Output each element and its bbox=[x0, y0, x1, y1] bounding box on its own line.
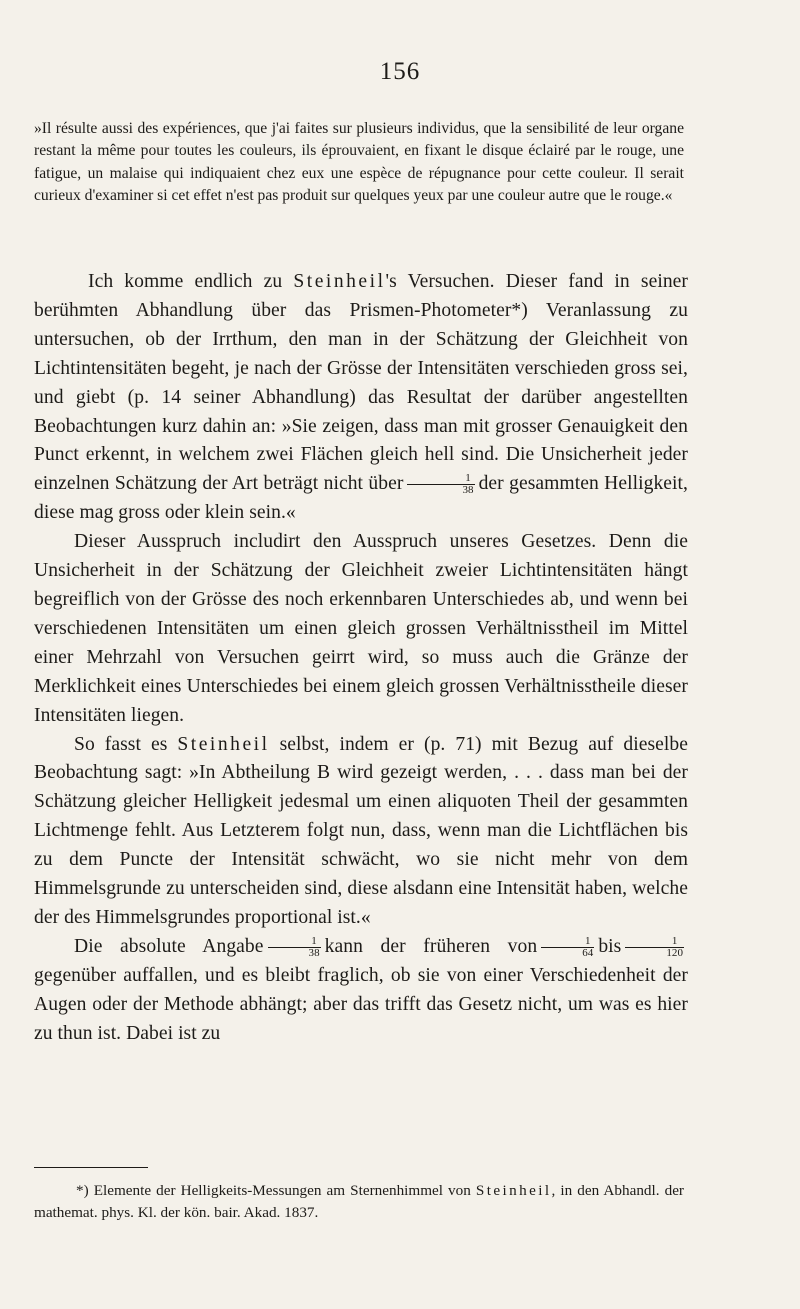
fraction-numerator: 1 bbox=[541, 936, 594, 948]
paragraph-4-text-c: bis bbox=[598, 935, 622, 957]
paragraph-1-text-a: Ich komme endlich zu bbox=[88, 271, 294, 292]
footnote-rule bbox=[34, 1167, 148, 1168]
paragraph-1-text-b: 's Versuchen. Dieser fand in seiner berühmten Abhandlung über das Prismen-Photometer*) Veranlassung zu untersuchen, ob der Irrthum, den man in der Schätzung der Gleichheit von Lichtintensitäten begeht, je nach der Grösse der Intensitäten verschieden gross sei, und giebt (p. 14 seiner Abhandlung) das Resultat der darüber angestellten Beobachtungen kurz dahin an: »Sie zeigen, dass man mit grosser Genauigkeit den Punct erkennt, in welchem zwei Flächen gleich hell sind. Die Unsicherheit jeder einzelnen Schätzung der Art beträgt nicht über bbox=[34, 271, 688, 495]
main-text bbox=[34, 268, 688, 1048]
fraction-denominator: 120 bbox=[666, 946, 683, 959]
fraction-denominator: 38 bbox=[462, 484, 474, 497]
paragraph-3-text-b: selbst, indem er (p. 71) mit Bezug auf dieselbe Beobachtung sagt: »In Abtheilung B wird gezeigt werden, . . . dass man bei der Schätzung gleicher Helligkeit jedesmal um einen aliquoten Theil der gesammten Lichtmenge fehlt. Aus Letzterem folgt nun, dass, wenn man die Lichtflächen bis zu dem Puncte der Intensität schwächt, wo sie nicht mehr von dem Himmelsgrunde zu unterscheiden sind, diese alsdann eine Intensität haben, welche der des Himmelsgrundes proportional ist.« bbox=[34, 733, 688, 928]
fraction-numerator: 1 bbox=[268, 936, 321, 948]
paragraph-1-text-c: der gesammten Helligkeit, diese mag gross oder klein sein.« bbox=[34, 473, 688, 524]
french-quote-block bbox=[34, 118, 684, 208]
paragraph-4-text-a: Die absolute Angabe bbox=[74, 935, 264, 957]
fraction-1-38 bbox=[268, 936, 321, 959]
paragraph-4 bbox=[34, 933, 688, 1049]
footnote-text-b: , in den Abhandl. der mathemat. phys. Kl. der kön. bair. Akad. 1837. bbox=[34, 1182, 684, 1222]
footnote-text-a: *) Elemente der Helligkeits-Messungen am Sternenhimmel von bbox=[76, 1182, 476, 1199]
paragraph-3 bbox=[34, 731, 688, 933]
fraction-1-64 bbox=[541, 936, 594, 959]
author-name-steinheil: Steinheil bbox=[293, 271, 386, 292]
paragraph-4-text-b: kann der früheren von bbox=[324, 935, 538, 957]
fraction-denominator: 38 bbox=[308, 946, 320, 959]
author-name-steinheil: Steinheil bbox=[177, 733, 270, 755]
footnote-author-name: Steinheil bbox=[475, 1182, 552, 1199]
paragraph-4-text-d: gegenüber auffallen, und es bleibt fraglich, ob sie von einer Verschiedenheit der Augen oder der Methode abhängt; aber das trifft das Gesetz nicht, um was es hier zu thun ist. Dabei ist zu bbox=[34, 964, 688, 1044]
footnote-text bbox=[34, 1180, 684, 1224]
fraction-numerator: 1 bbox=[407, 473, 474, 485]
footnote bbox=[34, 1180, 684, 1224]
page-number: 156 bbox=[379, 58, 421, 85]
fraction-1-38 bbox=[407, 473, 474, 496]
french-quote: »Il résulte aussi des expériences, que j'ai faites sur plusieurs individus, que la sensibilité de leur organe restant la même pour toutes les couleurs, ils éprouvaient, en fixant le disque éclairé par le rouge, une fatigue, un malaise qui indiquaient chez eux une espèce de répugnance pour cette couleur. Il serait curieux d'examiner si cet effet n'est pas produit sur quelques yeux par une couleur autre que le rouge.« bbox=[34, 120, 684, 205]
paragraph-2: Dieser Ausspruch includirt den Ausspruch unseres Gesetzes. Denn die Unsicherheit in der Schätzung der Gleichheit zweier Lichtintensitäten hängt begreiflich von der Grösse des noch erkennbaren Unterschiedes ab, und wenn bei verschiedenen Intensitäten um einen gleich grossen Verhältnisstheil im Mittel einer Mehrzahl von Versuchen geirrt wird, so muss auch die Gränze der Merklichkeit eines Unterschiedes bei einem gleich grossen Verhältnisstheile dieser Intensitäten liegen. bbox=[34, 531, 688, 726]
fraction-denominator: 64 bbox=[582, 946, 594, 959]
fraction-1-120 bbox=[625, 936, 684, 959]
paragraph-1 bbox=[34, 268, 688, 528]
paragraph-3-text-a: So fasst es bbox=[74, 733, 178, 755]
fraction-numerator: 1 bbox=[625, 936, 684, 948]
